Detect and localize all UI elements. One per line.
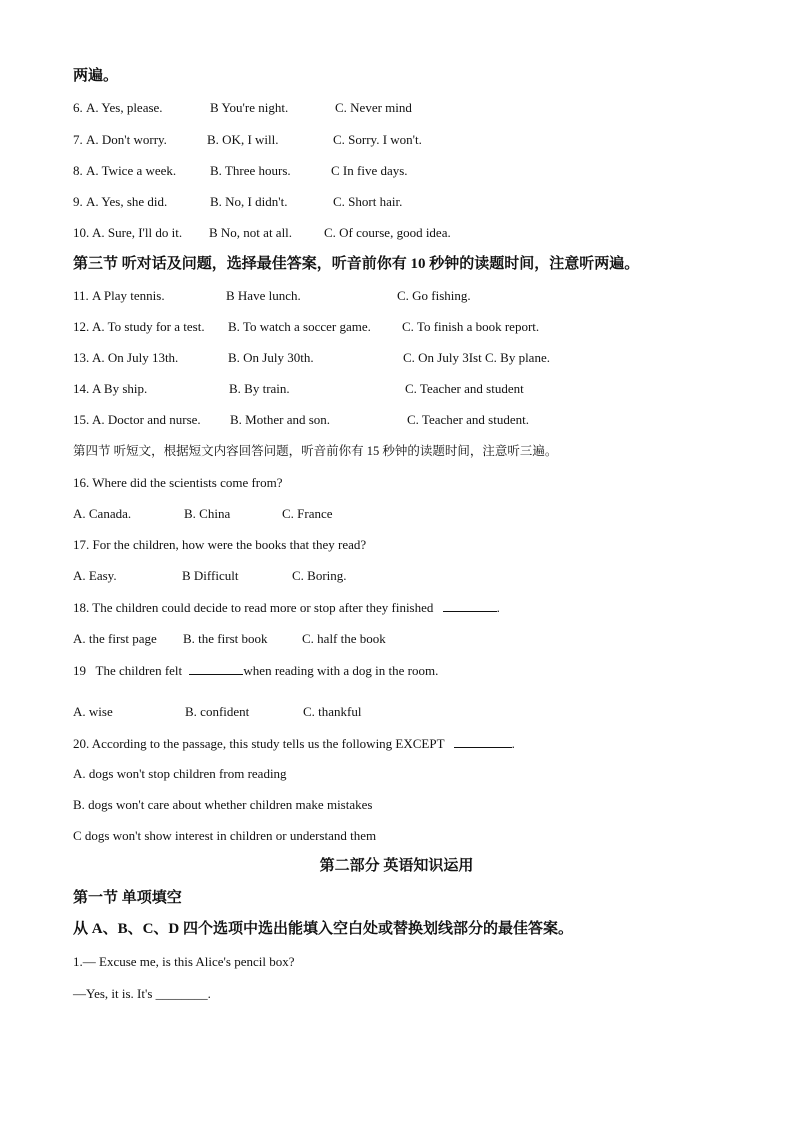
q18-option-c: C. half the book [302, 631, 386, 646]
q6-option-a: A. Yes, please. [86, 100, 163, 115]
q12-option-b: B. To watch a soccer game. [228, 319, 371, 334]
intro-tail: 两遍。 [73, 68, 119, 84]
q11-option-c: C. Go fishing. [397, 288, 471, 303]
q12-option-c: C. To finish a book report. [402, 319, 540, 334]
q14-option-a: A By ship. [92, 381, 148, 396]
q15-number: 15. [73, 412, 90, 427]
q8-number: 8. [73, 163, 83, 178]
q11-option-a: A Play tennis. [92, 288, 165, 303]
q20-option-b: B. dogs won't care about whether children make mistakes [73, 797, 373, 812]
q19-option-c: C. thankful [303, 704, 362, 719]
q13-option-b: B. On July 30th. [228, 350, 314, 365]
q7-number: 7. [73, 132, 83, 147]
q20-stem: 20. According to the passage, this study tells us the following EXCEPT [73, 736, 445, 751]
q19-stem-pre: The children felt [95, 663, 183, 678]
q9-option-a: A. Yes, she did. [86, 194, 168, 209]
q18-blank [443, 599, 497, 612]
q7-option-c: C. Sorry. I won't. [333, 132, 422, 147]
q18-option-a: A. the first page [73, 631, 157, 646]
q19-number: 19 [73, 663, 86, 678]
q10-option-b: B No, not at all. [209, 225, 293, 240]
q16-option-a: A. Canada. [73, 506, 132, 521]
q19-stem-line [73, 662, 438, 679]
q14-option-b: B. By train. [229, 381, 290, 396]
q19-option-a: A. wise [73, 704, 113, 719]
q20-option-c: C dogs won't show interest in children or understand them [73, 828, 377, 843]
q15-option-a: A. Doctor and nurse. [92, 412, 201, 427]
q17-stem: 17. For the children, how were the books that they read? [73, 537, 367, 552]
q20-stem-line [73, 735, 515, 752]
q7-option-a: A. Don't worry. [86, 132, 167, 147]
section3-title: 第三节 听对话及问题，选择最佳答案，听音前你有 10 秒钟的读题时间，注意听两遍。 [73, 256, 640, 272]
q12-option-a: A. To study for a test. [92, 319, 205, 334]
q9-number: 9. [73, 194, 83, 209]
q19-option-b: B. confident [185, 704, 250, 719]
q13-option-c: C. On July 3Ist C. By plane. [403, 350, 550, 365]
q10-option-a: A. Sure, I'll do it. [92, 225, 183, 240]
q19-blank [189, 662, 243, 675]
q18-stem-line [73, 599, 500, 616]
q7-option-b: B. OK, I will. [207, 132, 279, 147]
q17-option-c: C. Boring. [292, 568, 347, 583]
q6-number: 6. [73, 100, 83, 115]
q8-option-c: C In five days. [331, 163, 408, 178]
q18-stem: 18. The children could decide to read more or stop after they finished [73, 600, 434, 615]
q16-option-c: C. France [282, 506, 333, 521]
q13-option-a: A. On July 13th. [92, 350, 179, 365]
q15-option-c: C. Teacher and student. [407, 412, 529, 427]
q15-option-b: B. Mother and son. [230, 412, 331, 427]
part2-section1-title: 第一节 单项填空 [73, 890, 182, 906]
q16-stem: 16. Where did the scientists come from? [73, 475, 283, 490]
part2-instruction: 从 A、B、C、D 四个选项中选出能填入空白处或替换划线部分的最佳答案。 [73, 921, 574, 937]
q10-number: 10. [73, 225, 90, 240]
q20-blank [454, 735, 512, 748]
q9-option-b: B. No, I didn't. [210, 194, 288, 209]
q10-option-c: C. Of course, good idea. [324, 225, 451, 240]
q11-number: 11. [73, 288, 89, 303]
p2-q1-line1: 1.— Excuse me, is this Alice's pencil box? [73, 954, 295, 969]
q16-option-b: B. China [184, 506, 231, 521]
q20-option-a: A. dogs won't stop children from reading [73, 766, 287, 781]
q11-option-b: B Have lunch. [226, 288, 301, 303]
q18-option-b: B. the first book [183, 631, 268, 646]
q17-option-a: A. Easy. [73, 568, 117, 583]
q6-option-c: C. Never mind [335, 100, 412, 115]
q14-option-c: C. Teacher and student [405, 381, 524, 396]
q12-number: 12. [73, 319, 90, 334]
q13-number: 13. [73, 350, 90, 365]
q14-number: 14. [73, 381, 90, 396]
p2-q1-line2: —Yes, it is. It's ________. [73, 986, 211, 1001]
section4-title: 第四节 听短文，根据短文内容回答问题，听音前你有 15 秒钟的读题时间，注意听三遍。 [73, 444, 558, 458]
q8-option-b: B. Three hours. [210, 163, 291, 178]
q8-option-a: A. Twice a week. [86, 163, 177, 178]
q17-option-b: B Difficult [182, 568, 239, 583]
q6-option-b: B You're night. [210, 100, 289, 115]
q9-option-c: C. Short hair. [333, 194, 403, 209]
q19-stem-post: when reading with a dog in the room. [243, 663, 439, 678]
q20-end: . [511, 736, 515, 751]
part2-title: 第二部分 英语知识运用 [319, 858, 474, 874]
q18-end: . [496, 600, 500, 615]
